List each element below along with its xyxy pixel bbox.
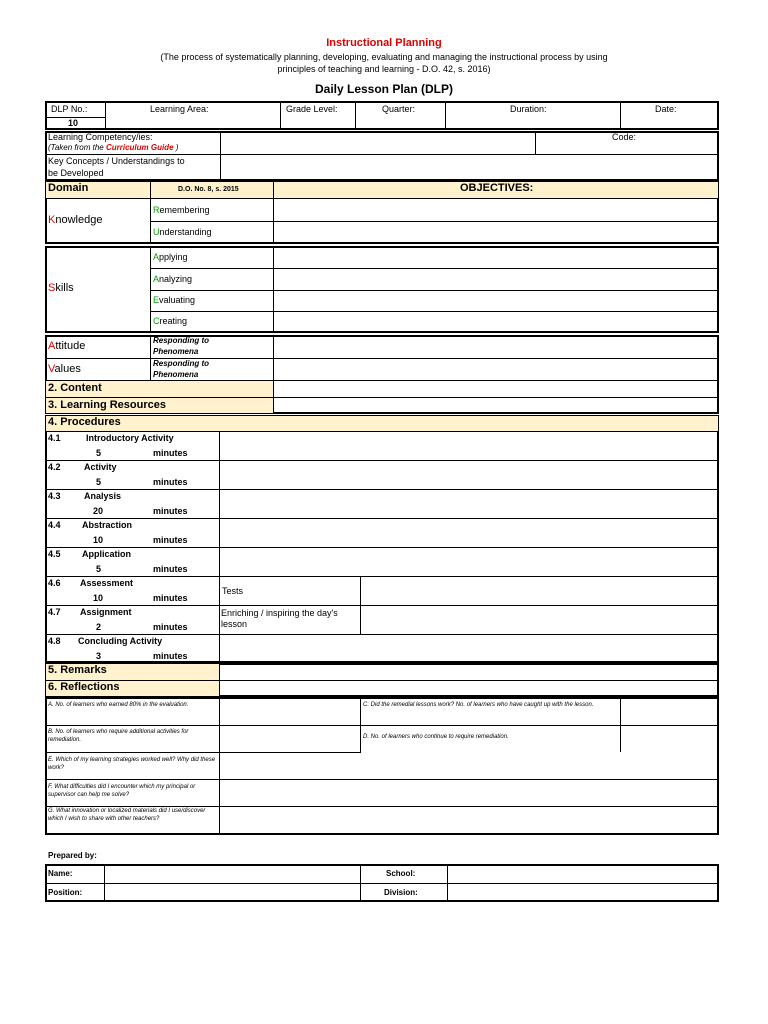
analyzing-label: Analyzing	[153, 274, 193, 284]
subtitle-line-1: (The process of systematically planning, developing, evaluating and managing the instructional process by using	[160, 52, 608, 62]
reflection-d: D. No. of learners who continue to require remediation.	[363, 734, 509, 740]
reflection-e: E. Which of my learning strategies worked well? Why did these work?	[48, 757, 216, 771]
values-label: Values	[48, 363, 81, 375]
form-title: Daily Lesson Plan (DLP)	[314, 82, 454, 96]
procedures-table	[45, 415, 719, 663]
values-sub-1: Responding to	[153, 359, 209, 368]
attitude-sub-2: Phenomena	[153, 347, 199, 356]
objectives-label: OBJECTIVES:	[460, 182, 534, 194]
date-label: Date:	[655, 104, 677, 114]
procedures-label: 4. Procedures	[48, 416, 121, 428]
grade-level-label: Grade Level:	[286, 104, 338, 114]
dlp-no-value[interactable]: 10	[68, 118, 79, 128]
competency-label: Learning Competency/ies:	[48, 132, 153, 142]
knowledge-label: Knowledge	[48, 214, 103, 226]
subtitle-line-2: principles of teaching and learning - D.O. 42, s. 2016)	[277, 64, 491, 74]
attitude-sub-1: Responding to	[153, 336, 209, 345]
code-label: Code:	[612, 132, 637, 142]
curriculum-guide-text: Curriculum Guide	[105, 143, 174, 152]
values-sub-2: Phenomena	[153, 370, 199, 379]
remembering-label: Remembering	[153, 205, 210, 215]
competency-note: (Taken from the Curriculum Guide )	[48, 143, 179, 152]
learning-resources-label: 3. Learning Resources	[48, 399, 166, 411]
reflection-b: B. No. of learners who require additional activities for remediation.	[48, 729, 189, 743]
assignment-note: Enriching / inspiring the day's lesson	[221, 608, 338, 629]
attitude-label: Attitude	[48, 340, 86, 352]
skills-label: Skills	[48, 282, 74, 294]
learning-area-label: Learning Area:	[150, 104, 209, 114]
key-concepts-line-1: Key Concepts / Understandings to	[48, 156, 185, 166]
reflection-c: C. Did the remedial lessons work? No. of learners who have caught up with the lesson.	[363, 702, 594, 708]
name-label: Name:	[48, 869, 73, 878]
domain-label: Domain	[48, 182, 89, 194]
division-label: Division:	[384, 888, 418, 897]
assessment-note: Tests	[222, 586, 244, 596]
prepared-by-label: Prepared by:	[48, 851, 97, 860]
school-label: School:	[386, 869, 416, 878]
content-label: 2. Content	[48, 382, 102, 394]
evaluating-label: Evaluating	[153, 295, 196, 305]
do-reference: D.O. No. 8, s. 2015	[178, 186, 239, 193]
quarter-label: Quarter:	[382, 104, 416, 114]
creating-label: Creating	[153, 316, 188, 326]
dlp-no-label: DLP No.:	[51, 104, 88, 114]
reflection-g: G. What innovation or localized materials did I use/discover which I wish to share with other teachers?	[48, 808, 206, 822]
remarks-label: 5. Remarks	[48, 664, 107, 676]
key-concepts-line-2: be Developed	[48, 168, 104, 178]
position-label: Position:	[48, 888, 83, 897]
reflection-a: A. No. of learners who earned 80% in the evaluation.	[48, 702, 189, 708]
understanding-label: Understanding	[153, 227, 212, 237]
reflections-label: 6. Reflections	[48, 681, 120, 693]
page-title: Instructional Planning	[326, 37, 442, 49]
duration-label: Duration:	[510, 104, 547, 114]
reflection-f: F. What difficulties did I encounter which my principal or supervisor can help me solve?	[48, 784, 196, 798]
applying-label: Applying	[153, 252, 188, 262]
